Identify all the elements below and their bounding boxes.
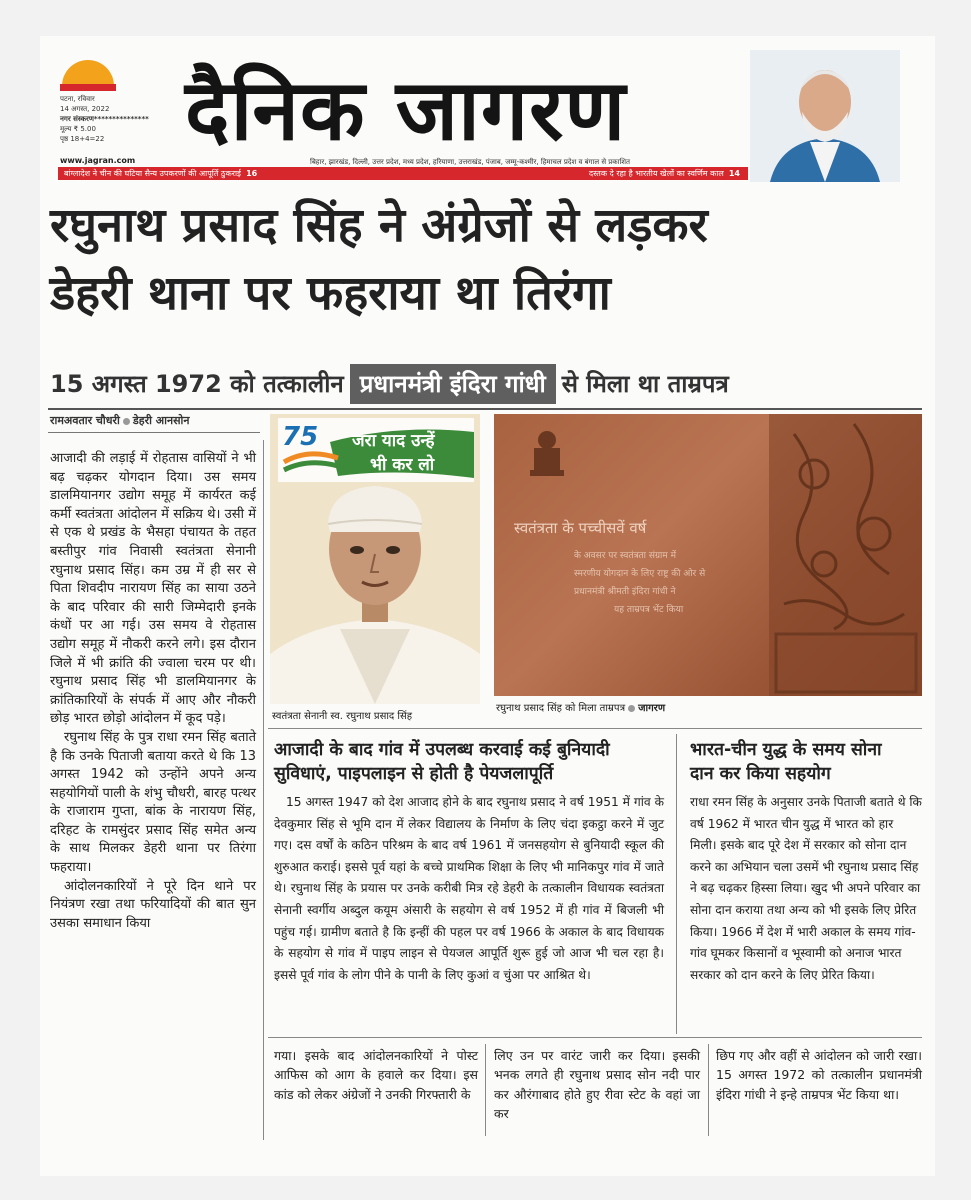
subhead-highlight: प्रधानमंत्री इंदिरा गांधी xyxy=(350,364,556,404)
byline xyxy=(50,413,189,428)
divider xyxy=(48,408,922,410)
headline-line-1: रघुनाथ प्रसाद सिंह ने अंग्रेजों से लड़कर xyxy=(50,198,708,253)
badge-line-1: जरा याद उन्हें xyxy=(352,431,435,451)
subhead-after: से मिला था ताम्रपत्र xyxy=(561,370,729,398)
paragraph: आंदोलनकारियों ने पूरे दिन थाने पर नियंत्रण रखा तथा फरियादियों की बात सुन उसका समाधान किया xyxy=(50,878,256,931)
freedom-fighter-photo xyxy=(270,414,480,704)
story-heading: भारत-चीन युद्ध के समय सोना दान कर किया सहयोग xyxy=(690,740,882,784)
edition-info xyxy=(60,94,170,144)
teaser-right: दस्तक दे रहा है भारतीय खेलों का स्वर्णिम काल 14 xyxy=(588,169,740,178)
continuation-column-2: लिए उन पर वारंट जारी कर दिया। इसकी भनक लगते ही रघुनाथ प्रसाद सोन नदी पार कर औरंगाबाद होते हुए रीवा स्टेट के वहां जा कर xyxy=(494,1048,700,1122)
column-divider xyxy=(485,1044,486,1136)
campaign-badge xyxy=(278,418,474,482)
jagran-sun-logo-icon xyxy=(62,60,114,86)
subheadline xyxy=(50,364,729,404)
teaser-left: बांग्लादेश ने चीन की घटिया सैन्य उपकरणों की आपूर्ति ठुकराई 16 xyxy=(64,169,258,178)
paragraph: 15 अगस्त 1947 को देश आजाद होने के बाद रघुनाथ प्रसाद ने वर्ष 1951 में गांव के देवकुमार सिंह से भूमि दान में लेकर विद्यालय के निर्माण के लिए चंदा इकट्ठा करने में जुट गए। दस वर्षों के कठिन परिश्रम के बाद वर्ष 1961 में जनसहयोग से बुनियादी स्कूल की शुरुआत कराई। इससे पूर्व यहां के बच्चे प्राथमिक शिक्षा के लिए भी मानिकपुर गांव में जाते थे। रघुनाथ सिंह के प्रयास पर उनके करीबी मित्र रहे डेहरी के तत्कालीन विधायक स्वतंत्रता सेनानी स्वर्गीय अब्दुल कयूम अंसारी के सहयोग से वर्ष 1952 में ही गांव में बिजली भी पहुंच गई। ग्रामीण बताते है कि इन्हीं की पहल पर वर्ष 1966 के अकाल के बाद विधायक के सहयोग से गांव में पाइप लाइन से पेयजल आपूर्ति शुरू हुई जो आज भी चल रहा है। इससे पूर्व गांव के लोग पीने के पानी के लिए कुआं व चुंआ पर आश्रित थे। xyxy=(274,795,664,982)
divider xyxy=(48,432,260,433)
subhead-before: 15 अगस्त 1972 को तत्कालीन xyxy=(50,370,344,398)
teaser-portrait-photo xyxy=(750,50,900,182)
continuation-column-3: छिप गए और वहीं से आंदोलन को जारी रखा। 15 अगस्त 1972 को तत्कालीन प्रधानमंत्री इंदिरा गांधी ने इन्हे ताम्रपत्र भेंट किया था। xyxy=(716,1048,922,1102)
continuation-column-1: गया। इसके बाद आंदोलनकारियों ने पोस्ट आफिस को आग के हवाले कर दिया। इस कांड को लेकर अंग्रेजों ने उनकी गिरफ्तारी के xyxy=(274,1048,478,1102)
city-day: पटना, रविवार xyxy=(60,95,95,103)
plate-line: प्रधानमंत्री श्रीमती इंदिरा गांधी ने xyxy=(574,587,676,597)
story-body xyxy=(690,792,922,986)
caption-text: रघुनाथ प्रसाद सिंह को मिला ताम्रपत्र xyxy=(496,703,626,714)
newspaper-title: दैनिक जागरण xyxy=(185,61,627,159)
column-divider xyxy=(263,440,264,1140)
author: रामअवतार चौधरी xyxy=(50,414,120,427)
paragraph: आजादी की लड़ाई में रोहतास वासियों ने भी बढ़ चढ़कर योगदान दिया। उस समय डालमियानगर उद्योग समूह में कार्यरत कई कर्मी स्वतंत्रता आंदोलन में सक्रिय थे। उसी में से एक थे प्रखंड के भैसहा पंचायत के तहत बस्तीपुर गांव निवासी स्वतंत्रता सेनानी रघुनाथ प्रसाद सिंह। कम उम्र में ही सर से पिता शिवदीप नारायण सिंह का साया उठने के बाद परिवार की सारी जिम्मेदारी इनके कंधों पर आ गई। उस समय वे रोहतास उद्योग समूह में नौकरी करने लगे। इस दौरान जिले में भी क्रांति की ज्वाला चरम पर थी। रघुनाथ प्रसाद सिंह भी डालमियानगर के क्रांतिकारियों के संपर्क में आए और नौकरी छोड़ भारत छोड़ो आंदोलन में कूद पड़े। xyxy=(50,451,256,727)
publication-cities: बिहार, झारखंड, दिल्ली, उत्तर प्रदेश, मध्य प्रदेश, हरियाणा, उत्तराखंड, पंजाब, जम्मू-कश्मीर, हिमाचल प्रदेश व बंगाल से प्रकाशित xyxy=(310,158,631,166)
paragraph: राधा रमन सिंह के अनुसार उनके पिताजी बताते थे कि वर्ष 1962 में भारत चीन युद्ध में भारत को हार मिली। इसके बाद पूरे देश में सरकार को सोना दान करने का अभियान चला उसमें भी रघुनाथ प्रसाद सिंह ने बढ़ चढ़कर हिस्सा लिया। खुद भी अपने परिवार का सोना दान कराया तथा अन्य को भी इसके लिए प्रेरित किया। 1966 में देश में भारी अकाल के समय गांव-गांव घूमकर किसानों व भूस्वामी को अनाज भारत सरकार को दान करने के लिए प्रेरित किया। xyxy=(690,795,922,982)
edition-name: नगर संस्करण*************** xyxy=(60,115,149,123)
plate-line: यह ताम्रपत्र भेंट किया xyxy=(614,605,684,615)
copper-plate-photo xyxy=(494,414,922,696)
story-body xyxy=(274,792,664,986)
website-url: www.jagran.com xyxy=(60,156,136,165)
plate-line: के अवसर पर स्वतंत्रता संग्राम में xyxy=(574,551,676,561)
column-divider xyxy=(708,1044,709,1136)
bullet-icon xyxy=(123,418,130,425)
paragraph: रघुनाथ सिंह के पुत्र राधा रमन सिंह बताते है कि उनके पिताजी बताया करते थे कि 13 अगस्त 1942 को उन्होंने अपने अन्य सहयोगियों पाली के शंभु चौधरी, बारह पत्थर के राजाराम गुप्ता, बांक के नारायण सिंह, दरिहट के रामसुंदर प्रसाद सिंह समेत अन्य के साथ मिलकर डेहरी थाना पर तिरंगा फहराया। xyxy=(50,729,256,876)
price: मूल्य ₹ 5.00 xyxy=(60,125,96,133)
page-count: पृष्ठ 18+4=22 xyxy=(60,135,105,143)
plate-line: स्मरणीय योगदान के लिए राष्ट्र की ओर से xyxy=(574,569,706,579)
badge-number: 75 xyxy=(282,422,319,452)
badge-line-2: भी कर लो xyxy=(370,455,435,475)
photo-caption xyxy=(496,700,665,714)
dateline: डेहरी आनसोन xyxy=(132,414,190,427)
photo-credit: जागरण xyxy=(638,703,666,714)
main-headline xyxy=(50,197,920,323)
photo-caption: स्वतंत्रता सेनानी स्व. रघुनाथ प्रसाद सिंह xyxy=(272,711,413,722)
headline-line-2: डेहरी थाना पर फहराया था तिरंगा xyxy=(50,266,611,321)
bullet-icon xyxy=(628,705,635,712)
left-column xyxy=(50,450,256,933)
story-heading: आजादी के बाद गांव में उपलब्ध करवाई कई बुनियादी सुविधाएं, पाइपलाइन से होती है पेयजलापूर्ति xyxy=(274,740,610,784)
divider xyxy=(268,1037,922,1038)
plate-title: स्वतंत्रता के पच्चीसवें वर्ष xyxy=(514,519,647,537)
divider xyxy=(268,728,922,729)
column-divider xyxy=(676,734,677,1034)
issue-date: 14 अगस्त, 2022 xyxy=(60,105,110,113)
masthead xyxy=(40,50,935,182)
teaser-strip xyxy=(58,167,748,180)
